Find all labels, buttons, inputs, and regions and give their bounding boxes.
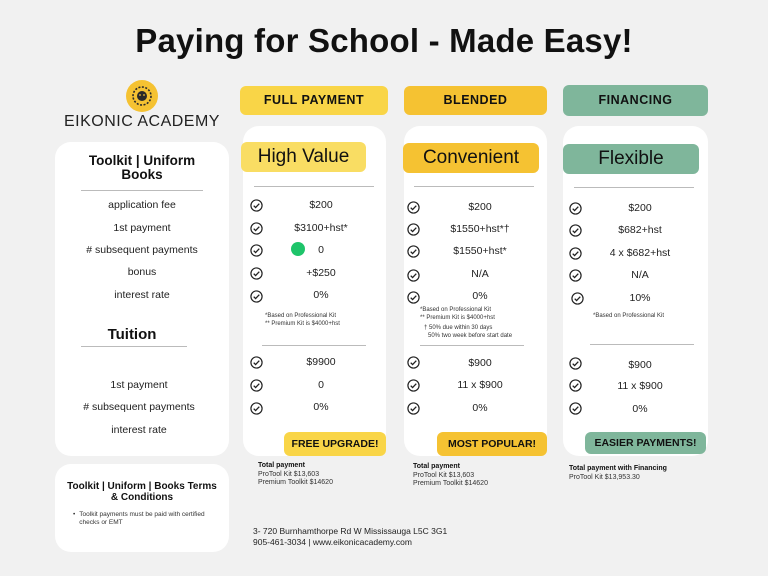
lion-head-icon bbox=[126, 80, 158, 112]
financing-footer: Total payment with Financing ProTool Kit $13,953.30 bbox=[569, 465, 667, 481]
check-icon bbox=[569, 379, 582, 392]
blended-bonus: N/A bbox=[471, 268, 489, 280]
check-icon bbox=[407, 201, 420, 214]
check-icon bbox=[571, 292, 584, 305]
address-line: 3- 720 Burnhamthorpe Rd W Mississauga L5C 3G1 bbox=[253, 526, 448, 536]
check-icon bbox=[407, 379, 420, 392]
label-subsequent-payments: # subsequent payments bbox=[86, 244, 198, 256]
check-icon bbox=[569, 402, 582, 415]
blended-first-payment: $1550+hst*† bbox=[450, 223, 510, 235]
full-payment-footer: Total payment ProTool Kit $13,603 Premium Toolkit $14620 bbox=[258, 462, 333, 486]
full-payment-tuition-first-payment: $9900 bbox=[306, 356, 336, 368]
blended-tuition-first-payment: $900 bbox=[468, 357, 492, 369]
toolkit-heading: Toolkit | Uniform Books bbox=[88, 153, 196, 182]
labels-card bbox=[55, 142, 229, 456]
blended-interest-rate: 0% bbox=[472, 290, 488, 302]
full-payment-tuition-interest: 0% bbox=[313, 401, 329, 413]
check-icon bbox=[250, 379, 263, 392]
label-first-payment: 1st payment bbox=[113, 222, 171, 234]
full-payment-bonus: +$250 bbox=[306, 267, 336, 279]
badge-easier-payments: EASIER PAYMENTS! bbox=[585, 432, 706, 454]
check-icon bbox=[569, 202, 582, 215]
check-icon bbox=[407, 245, 420, 258]
full-payment-tuition-subsequent: 0 bbox=[318, 379, 324, 391]
subheader-convenient: Convenient bbox=[403, 143, 539, 173]
full-payment-subsequent-payments: 0 bbox=[318, 244, 324, 256]
check-icon bbox=[569, 357, 582, 370]
subheader-flexible: Flexible bbox=[563, 144, 699, 174]
badge-most-popular: MOST POPULAR! bbox=[437, 432, 547, 456]
badge-free-upgrade: FREE UPGRADE! bbox=[284, 432, 386, 456]
header-full-payment: FULL PAYMENT bbox=[240, 86, 388, 115]
check-icon bbox=[407, 291, 420, 304]
full-payment-first-payment: $3100+hst* bbox=[294, 222, 348, 234]
check-icon bbox=[250, 356, 263, 369]
financing-tuition-interest: 0% bbox=[632, 403, 648, 415]
check-icon bbox=[250, 199, 263, 212]
check-icon bbox=[407, 356, 420, 369]
terms-heading: Toolkit | Uniform | Books Terms & Conditions bbox=[67, 481, 217, 503]
full-payment-interest-rate: 0% bbox=[313, 289, 329, 301]
label-tuition-interest-rate: interest rate bbox=[111, 424, 167, 436]
check-icon bbox=[250, 267, 263, 280]
label-application-fee: application fee bbox=[108, 199, 176, 211]
subheader-high-value: High Value bbox=[241, 142, 366, 172]
check-icon bbox=[407, 223, 420, 236]
terms-card bbox=[55, 464, 229, 552]
page-title: Paying for School - Made Easy! bbox=[135, 22, 633, 59]
terms-bullet-text: Toolkit payments must be paid with certified checks or EMT bbox=[79, 511, 205, 526]
blended-tuition-subsequent: 11 x $900 bbox=[457, 379, 503, 391]
address-block bbox=[253, 526, 513, 547]
check-icon bbox=[250, 222, 263, 235]
financing-interest-rate: 10% bbox=[629, 292, 651, 304]
check-icon bbox=[569, 224, 582, 237]
label-bonus: bonus bbox=[127, 266, 157, 278]
financing-bonus: N/A bbox=[631, 269, 649, 281]
financing-first-payment: $682+hst bbox=[618, 224, 662, 236]
check-icon bbox=[407, 402, 420, 415]
contact-line: 905-461-3034 | www.eikonicacademy.com bbox=[253, 536, 412, 547]
financing-subsequent-payments: 4 x $682+hst bbox=[609, 247, 671, 259]
check-icon bbox=[250, 402, 263, 415]
label-interest-rate: interest rate bbox=[114, 289, 170, 301]
brand-name: EIKONIC ACADEMY bbox=[64, 113, 220, 130]
header-financing: FINANCING bbox=[563, 85, 708, 116]
financing-application-fee: $200 bbox=[628, 202, 652, 214]
tuition-heading: Tuition bbox=[107, 326, 157, 343]
header-blended: BLENDED bbox=[404, 86, 547, 115]
full-payment-application-fee: $200 bbox=[309, 199, 333, 211]
check-icon bbox=[569, 247, 582, 260]
full-payment-notes: *Based on Professional Kit ** Premium Kit is $4000+hst bbox=[265, 313, 340, 327]
check-icon bbox=[250, 290, 263, 303]
terms-bullet: • Toolkit payments must be paid with certified checks or EMT bbox=[73, 511, 215, 527]
check-icon bbox=[250, 244, 263, 257]
blended-footer: Total payment ProTool Kit $13,603 Premium Toolkit $14620 bbox=[413, 463, 488, 487]
label-tuition-subsequent-payments: # subsequent payments bbox=[83, 401, 195, 413]
blended-notes: *Based on Professional Kit ** Premium Kit is $4000+hst † 50% due within 30 days 50% two week before start date bbox=[420, 307, 513, 339]
blended-subsequent-payments: $1550+hst* bbox=[453, 245, 507, 257]
check-icon bbox=[569, 269, 582, 282]
financing-tuition-subsequent: 11 x $900 bbox=[617, 380, 663, 392]
blended-tuition-interest: 0% bbox=[472, 402, 488, 414]
label-tuition-first-payment: 1st payment bbox=[110, 379, 168, 391]
blended-application-fee: $200 bbox=[468, 201, 492, 213]
financing-tuition-first-payment: $900 bbox=[628, 359, 652, 371]
financing-notes: *Based on Professional Kit bbox=[593, 313, 665, 319]
check-icon bbox=[407, 269, 420, 282]
